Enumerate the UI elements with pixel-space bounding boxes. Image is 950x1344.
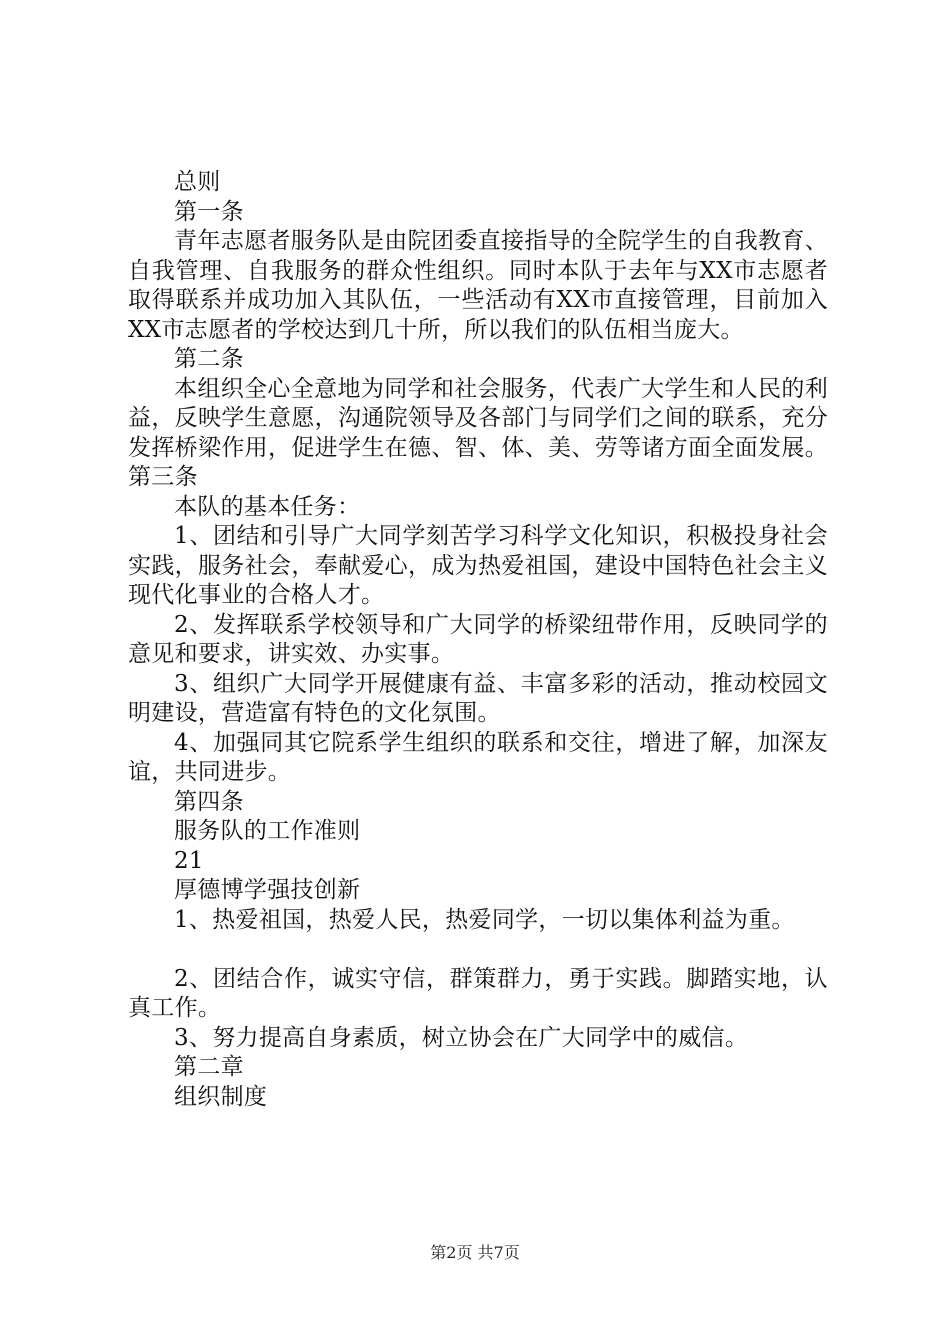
principles-heading: 服务队的工作准则: [174, 818, 361, 844]
task-item-4: 4、加强同其它院系学生组织的联系和交往，增进了解，加深友谊，共同进步。: [128, 729, 828, 785]
principle-item-2: 2、团结合作，诚实守信，群策群力，勇于实践。脚踏实地，认真工作。: [128, 965, 828, 1021]
article-heading-2: 第二条: [174, 346, 244, 372]
article-paragraph-2: 本组织全心全意地为同学和社会服务，代表广大学生和人民的利益，反映学生意愿，沟通院领导及各部门与同学们之间的联系，充分发挥桥梁作用，促进学生在德、智、体、美、劳等诸方面全面发展。第三条: [128, 375, 828, 490]
principle-item-3: 3、努力提高自身素质，树立协会在广大同学中的威信。: [174, 1024, 749, 1051]
principle-item-1: 1、热爱祖国，热爱人民，热爱同学，一切以集体利益为重。: [174, 906, 795, 933]
document-body: [128, 168, 828, 1112]
task-item-1: 1、团结和引导广大同学刻苦学习科学文化知识，积极投身社会实践，服务社会，奉献爱心，成为热爱祖国，建设中国特色社会主义现代化事业的合格人才。: [128, 523, 828, 608]
motto: 厚德博学强技创新: [174, 877, 361, 903]
article-paragraph-1: 青年志愿者服务队是由院团委直接指导的全院学生的自我教育、自我管理、自我服务的群众性组织。同时本队于去年与XX市志愿者取得联系并成功加入其队伍，一些活动有XX市直接管理，目前加入XX市志愿者的学校达到几十所，所以我们的队伍相当庞大。: [128, 228, 828, 343]
organization-system-heading: 组织制度: [174, 1083, 268, 1110]
article-heading-4: 第四条: [174, 788, 244, 815]
tasks-heading: 本队的基本任务：: [174, 493, 361, 520]
blank-line: [128, 935, 828, 965]
article-heading-1: 第一条: [174, 198, 244, 225]
chapter-heading-2: 第二章: [174, 1054, 244, 1080]
task-item-2: 2、发挥联系学校领导和广大同学的桥梁纽带作用，反映同学的意见和要求，讲实效、办实事。: [128, 611, 828, 667]
page-number-inline: 21: [174, 847, 204, 874]
page-footer: 第2页 共7页: [430, 1243, 520, 1262]
section-heading-general: 总则: [174, 169, 221, 195]
task-item-3: 3、组织广大同学开展健康有益、丰富多彩的活动，推动校园文明建设，营造富有特色的文化氛围。: [128, 670, 828, 726]
